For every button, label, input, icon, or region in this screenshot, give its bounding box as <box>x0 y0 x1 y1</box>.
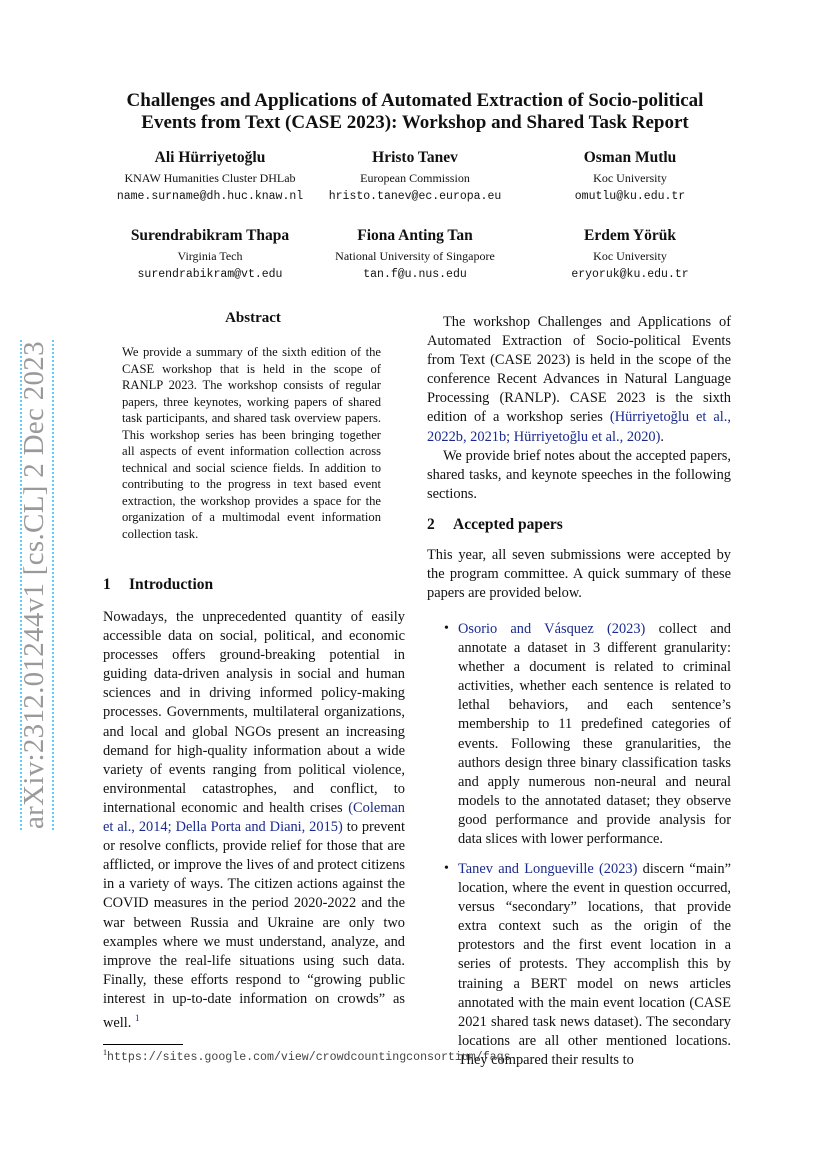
author-affiliation: Koc University <box>593 171 667 185</box>
author-email[interactable]: hristo.tanev@ec.europa.eu <box>328 190 502 203</box>
author-name: Osman Mutlu <box>583 149 677 166</box>
author-email[interactable]: surendrabikram@vt.edu <box>137 268 283 281</box>
section-heading <box>103 576 213 594</box>
section-number: 1 <box>103 576 111 593</box>
citation-link[interactable]: (Coleman et al., 2014; <box>103 799 405 836</box>
author-block <box>310 226 520 285</box>
author-block <box>95 148 325 207</box>
bullet-marker: • <box>444 621 449 636</box>
author-block <box>530 226 730 285</box>
citation-link[interactable]: Tanev and Longueville (2023) <box>458 861 638 877</box>
author-name: Erdem Yörük <box>584 227 676 244</box>
right-text-2: We provide brief notes about the accepted papers, shared tasks, and keynote speeches in the following sections. <box>427 447 731 502</box>
author-name: Ali Hürriyetoğlu <box>154 149 266 166</box>
footnote-url[interactable]: https://sites.google.com/view/crowdcountingconsortium/faqs <box>107 1050 511 1064</box>
author-name: Surendrabikram Thapa <box>130 227 290 244</box>
abstract-text: We provide a summary of the sixth edition of the CASE workshop that is held in the scope of RANLP 2023. The workshop consists of regular papers, three keynotes, working papers of shared task participants, and shared task overview papers. This workshop series has been bringing together all aspects of event information collection across technical and social science fields. In addition to contributing to the progress in text based event extraction, the workshop provides a space for the organization of a multimodal event information collection task. <box>122 345 381 541</box>
bullet-text: collect and annotate a dataset in 3 different granularity: whether a document is related to criminal activities, whether each sentence is related to lethal behaviors, and each sentence’s membership to 11 predefined categories of events. Following these granularities, the authors design three binary classification tasks and apply numerous non-neural and neural models to the annotated dataset; they observe good performance and provide analysis for data slices with lower performance. <box>458 621 731 848</box>
section-title: Introduction <box>129 576 214 593</box>
intro-text-2: to prevent or resolve conflicts, provide relief for those that are afflicted, or improve the lives of and protect citizens in a variety of ways. The citizen actions against the COVID measures in the period 2020-2022 and the war between Russia and Ukraine are only two examples where we must understand, analyze, and improve the real-life situations using such data. Finally, these efforts respond to “growing public interest in up-to-date information on crowds” as well. <box>103 819 405 1031</box>
author-affiliation: KNAW Humanities Cluster DHLab <box>124 171 296 185</box>
footnote-number: 1 <box>103 1048 107 1057</box>
section-heading <box>427 516 563 534</box>
title-line-2: Events from Text (CASE 2023): Workshop and Shared Task Report <box>141 112 689 133</box>
citation-link[interactable]: (Hürriyetoğlu et al., 2022b, 2021b; Hürriyetoğlu et al., 2020) <box>427 409 732 445</box>
bullet-item <box>458 860 731 1070</box>
author-affiliation: Virginia Tech <box>177 249 243 263</box>
accepted-intro: This year, all seven submissions were accepted by the program committee. A quick summary of these papers are provided below. <box>427 547 731 602</box>
right-intro-paragraphs <box>427 313 731 504</box>
section-number: 2 <box>427 516 435 533</box>
author-name: Fiona Anting Tan <box>357 227 473 244</box>
author-affiliation: National University of Singapore <box>335 249 495 263</box>
paper-title <box>90 90 740 134</box>
footnote-marker[interactable]: 1 <box>134 1012 140 1023</box>
abstract-heading: Abstract <box>225 310 281 326</box>
intro-text-1: Nowadays, the unprecedented quantity of easily accessible data on social, political, and economic processes offers ground-breaking potential in guiding data-driven analysis in social and human sciences and in driving informed policy-making processes. Governments, multilateral organizations, and local and global NGOs present an increasing demand for high-quality information about a wide variety of events ranging from political violence, environmental catastrophes, and conflict, to international economic and health crises <box>103 609 405 816</box>
author-affiliation: European Commission <box>360 171 470 185</box>
author-block <box>310 148 520 207</box>
intro-paragraph <box>103 608 405 1033</box>
bullet-text: discern “main” location, where the event in question occurred, versus “secondary” locations, that provide extra context such as the origin of the protestors and the first event location in a series of protests. They accomplish this by training a BERT model on news articles annotated with the main event location (CASE 2021 shared task news dataset). The secondary locations are all other mentioned locations. They compared their results to <box>458 861 731 1068</box>
bullet-marker: • <box>444 861 449 876</box>
title-line-1: Challenges and Applications of Automated Extraction of Socio-political <box>126 90 704 111</box>
footnote <box>103 1048 511 1064</box>
author-email[interactable]: omutlu@ku.edu.tr <box>574 190 686 203</box>
author-block <box>95 226 325 285</box>
right-text-1: The workshop Challenges and Applications of Automated Extraction of Socio-political Events from Text (CASE 2023) is held in the scope of the conference Recent Advances in Natural Language Processing (RANLP). CASE 2023 is the sixth edition of a workshop series <box>427 314 731 426</box>
author-name: Hristo Tanev <box>372 149 458 166</box>
bullet-item <box>458 620 731 849</box>
author-affiliation: Koc University <box>593 249 667 263</box>
arxiv-stamp: arXiv:2312.01244v1 [cs.CL] 2 Dec 2023 <box>18 341 50 829</box>
sentence-end: . <box>660 428 665 445</box>
author-email[interactable]: tan.f@u.nus.edu <box>363 268 467 281</box>
citation-link[interactable]: Osorio and Vásquez (2023) <box>458 621 646 637</box>
citation-link[interactable]: Della Porta and Diani, 2015) <box>175 819 343 836</box>
author-email[interactable]: eryoruk@ku.edu.tr <box>571 268 689 281</box>
author-email[interactable]: name.surname@dh.huc.knaw.nl <box>116 190 304 203</box>
section-title: Accepted papers <box>453 516 563 533</box>
author-block <box>530 148 730 207</box>
footnote-rule <box>103 1044 183 1045</box>
